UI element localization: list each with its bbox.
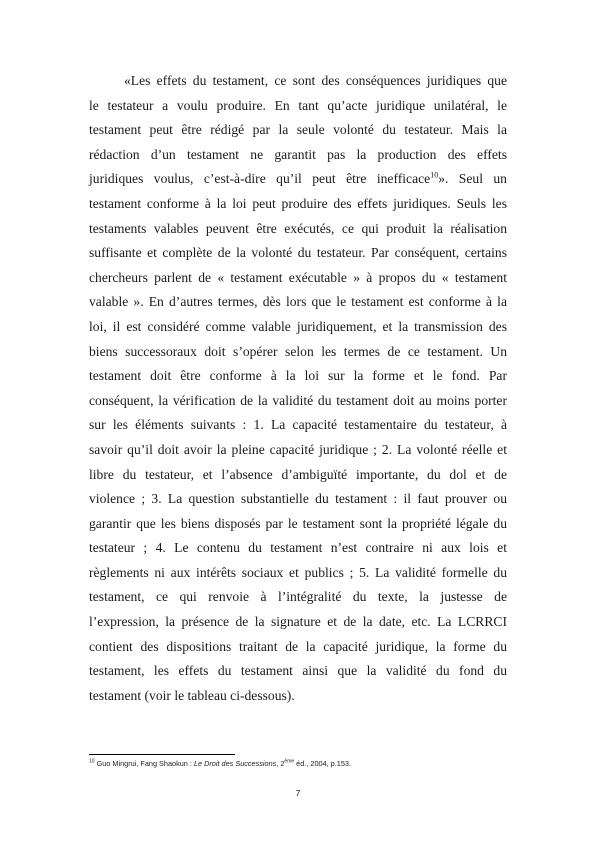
text-line: testament, ce qui renvoie à l’intégralité du texte, la justesse de [89,589,507,605]
text-line-with-footnote-ref [89,167,507,192]
page-number: 7 [295,788,301,798]
footnote-reference[interactable]: 10 [430,170,439,180]
text-line: suffisante et complète de la volonté du testateur. Par conséquent, certains [89,245,507,261]
text-line: garantir que les biens disposés par le testament sont la propriété légale du [89,515,507,531]
text-line: règlements ni aux intérêts sociaux et publics ; 5. La validité formelle du [89,564,507,580]
text-line-segment: juridiques voulus, c’est-à-dire qu’il peut être inefficace [89,171,431,187]
footnote-separator [89,754,235,755]
footnote-edition-superscript: ème [284,758,295,765]
text-line: loi, il est considéré comme valable juridiquement, et la transmission des [89,318,507,334]
text-line: «Les effets du testament, ce sont des conséquences juridiques que [124,73,507,88]
text-line: chercheurs parlent de « testament exécutable » à propos du « testament [89,269,507,285]
footnote-text: éd., 2004, p.153. [294,759,351,768]
text-line: violence ; 3. La question substantielle du testament : il faut prouver ou [89,491,507,507]
text-line: testateur ; 4. Le contenu du testament n’est contraire ni aux lois et [89,540,507,556]
text-line: testaments valables peuvent être exécutés, ce qui produit la réalisation [89,220,507,236]
footnote [89,759,351,769]
text-line: valable ». En d’autres termes, dès lors que le testament est conforme à la [89,294,507,310]
text-line: contient des dispositions traitant de la capacité juridique, la forme du [89,638,507,654]
footnote-book-title: Le Droit des Successions [193,759,277,768]
text-line: biens successoraux doit s’opérer selon les termes de ce testament. Un [89,343,507,359]
text-line: libre du testateur, et l’absence d’ambiguïté importante, du dol et de [89,466,507,482]
text-line: testament, les effets du testament ainsi que la validité du fond du [89,663,507,679]
body-paragraph [89,69,507,708]
text-line: testament peut être rédigé par la seule volonté du testateur. Mais la [89,122,507,138]
footnote-text: Guo Mingrui, Fang Shaokun : [96,759,194,768]
text-line: conséquent, la vérification de la validité du testament doit au moins porter [89,392,507,408]
text-line: testament (voir le tableau ci-dessous). [89,687,295,703]
text-line: rédaction d’un testament ne garantit pas la production des effets [89,146,507,162]
text-line: savoir qu’il doit avoir la pleine capacité juridique ; 2. La volonté réelle et [89,441,507,457]
text-line: le testateur a voulu produire. En tant qu’acte juridique unilatéral, le [89,97,507,113]
text-line-segment: ». Seul un [438,171,507,187]
text-line: sur les éléments suivants : 1. La capacité testamentaire du testateur, à [89,417,507,433]
text-line: l’expression, la présence de la signature et de la date, etc. La LCRRCI [89,614,507,630]
footnote-text: , 2 [276,759,285,768]
text-line: testament conforme à la loi peut produire des effets juridiques. Seuls les [89,195,507,211]
text-line: testament doit être conforme à la loi sur la forme et le fond. Par [89,368,507,384]
footnote-number: 10 [89,758,95,765]
